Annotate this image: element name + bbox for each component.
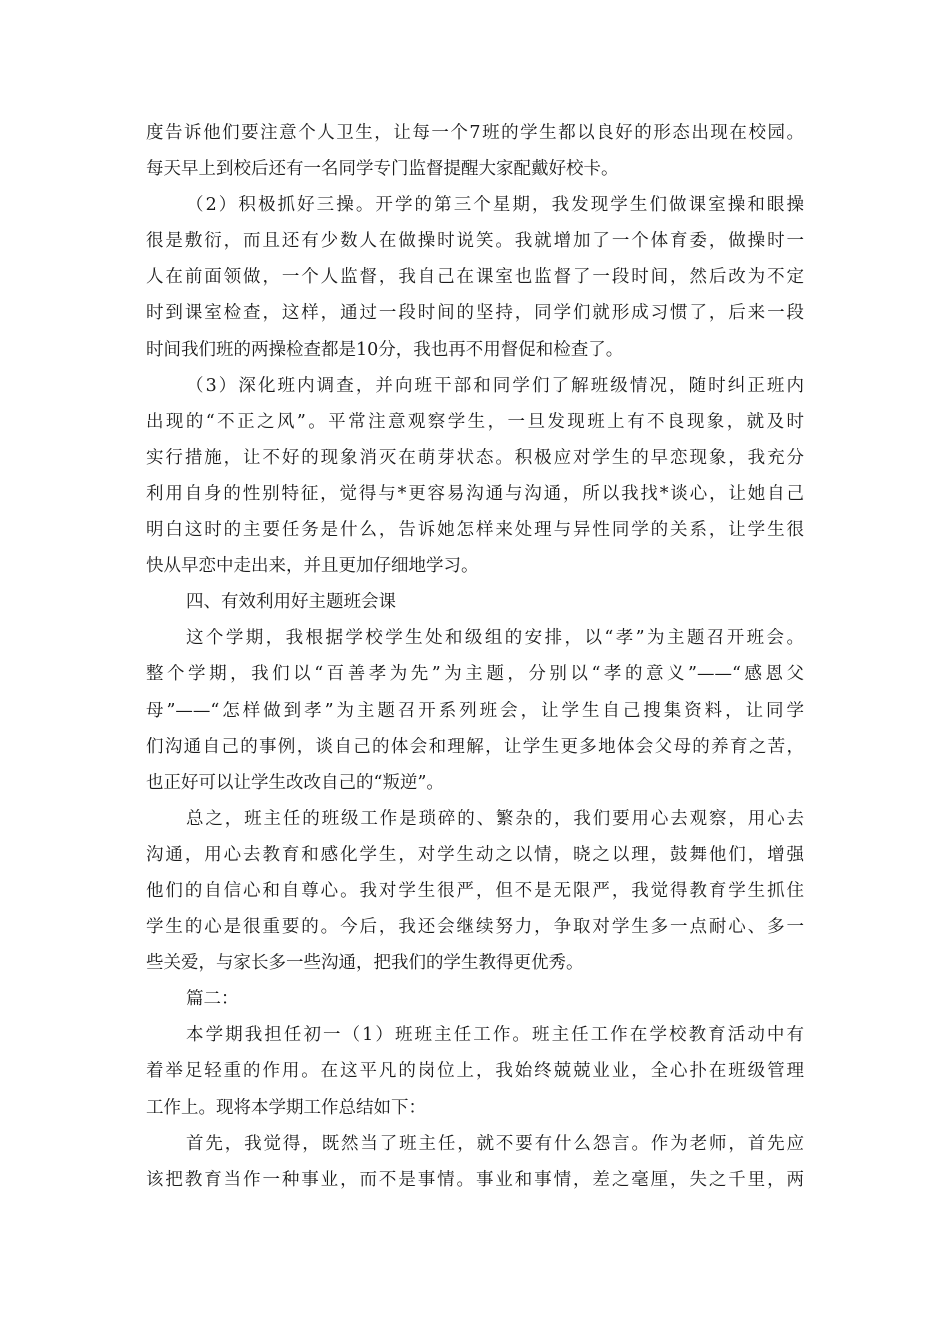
text-line: 沟通，用心去教育和感化学生，对学生动之以情，晓之以理，鼓舞他们，增强 xyxy=(146,844,804,865)
text-line: 快从早恋中走出来，并且更加仔细地学习。 xyxy=(146,556,479,577)
text-line: （2）积极抓好三操。开学的第三个星期，我发现学生们做课室操和眼操 xyxy=(186,195,804,216)
text-line: 出现的“不正之风”。平常注意观察学生，一旦发现班上有不良现象，就及时 xyxy=(146,411,804,432)
text-line: 利用自身的性别特征，觉得与*更容易沟通与沟通，所以我找*谈心，让她自己 xyxy=(146,483,804,504)
text-line: 总之，班主任的班级工作是琐碎的、繁杂的，我们要用心去观察，用心去 xyxy=(186,808,804,829)
text-line: 着举足轻重的作用。在这平凡的岗位上，我始终兢兢业业，全心扑在班级管理 xyxy=(146,1061,804,1082)
text-line: 很是敷衍，而且还有少数人在做操时说笑。我就增加了一个体育委，做操时一 xyxy=(146,231,804,252)
text-line: 学生的心是很重要的。今后，我还会继续努力，争取对学生多一点耐心、多一 xyxy=(146,917,804,938)
body-text xyxy=(146,115,804,1198)
text-line: 时到课室检查，这样，通过一段时间的坚持，同学们就形成习惯了，后来一段 xyxy=(146,303,804,324)
text-line: 整个学期，我们以“百善孝为先”为主题，分别以“孝的意义”——“感恩父 xyxy=(146,664,804,685)
text-line: 时间我们班的两操检查都是10分，我也再不用督促和检查了。 xyxy=(146,339,624,360)
text-line: 们沟通自己的事例，谈自己的体会和理解，让学生更多地体会父母的养育之苦， xyxy=(146,736,804,757)
text-line: 篇二： xyxy=(186,989,239,1010)
text-line: 实行措施，让不好的现象消灭在萌芽状态。积极应对学生的早恋现象，我充分 xyxy=(146,447,804,468)
text-line: 也正好可以让学生改改自己的“叛逆”。 xyxy=(146,772,444,793)
text-line: 人在前面领做，一个人监督，我自己在课室也监督了一段时间，然后改为不定 xyxy=(146,267,804,288)
text-line: （3）深化班内调查，并向班干部和同学们了解班级情况，随时纠正班内 xyxy=(186,375,804,396)
text-line: 该把教育当作一种事业，而不是事情。事业和事情，差之毫厘，失之千里，两 xyxy=(146,1169,804,1190)
text-line: 这个学期，我根据学校学生处和级组的安排，以“孝”为主题召开班会。 xyxy=(186,628,804,649)
text-line: 工作上。现将本学期工作总结如下： xyxy=(146,1097,426,1118)
text-line: 度告诉他们要注意个人卫生，让每一个7班的学生都以良好的形态出现在校园。 xyxy=(146,123,804,143)
text-line: 每天早上到校后还有一名同学专门监督提醒大家配戴好校卡。 xyxy=(146,159,619,180)
text-line: 首先，我觉得，既然当了班主任，就不要有什么怨言。作为老师，首先应 xyxy=(186,1133,804,1154)
text-line: 四、有效利用好主题班会课 xyxy=(186,592,396,613)
text-line: 他们的自信心和自尊心。我对学生很严，但不是无限严，我觉得教育学生抓住 xyxy=(146,880,804,901)
text-line: 些关爱，与家长多一些沟通，把我们的学生教得更优秀。 xyxy=(146,953,584,974)
text-line: 明白这时的主要任务是什么，告诉她怎样来处理与异性同学的关系，让学生很 xyxy=(146,520,804,541)
text-line: 母”——“怎样做到孝”为主题召开系列班会，让学生自己搜集资料，让同学 xyxy=(146,700,804,721)
text-line: 本学期我担任初一（1）班班主任工作。班主任工作在学校教育活动中有 xyxy=(186,1025,804,1046)
